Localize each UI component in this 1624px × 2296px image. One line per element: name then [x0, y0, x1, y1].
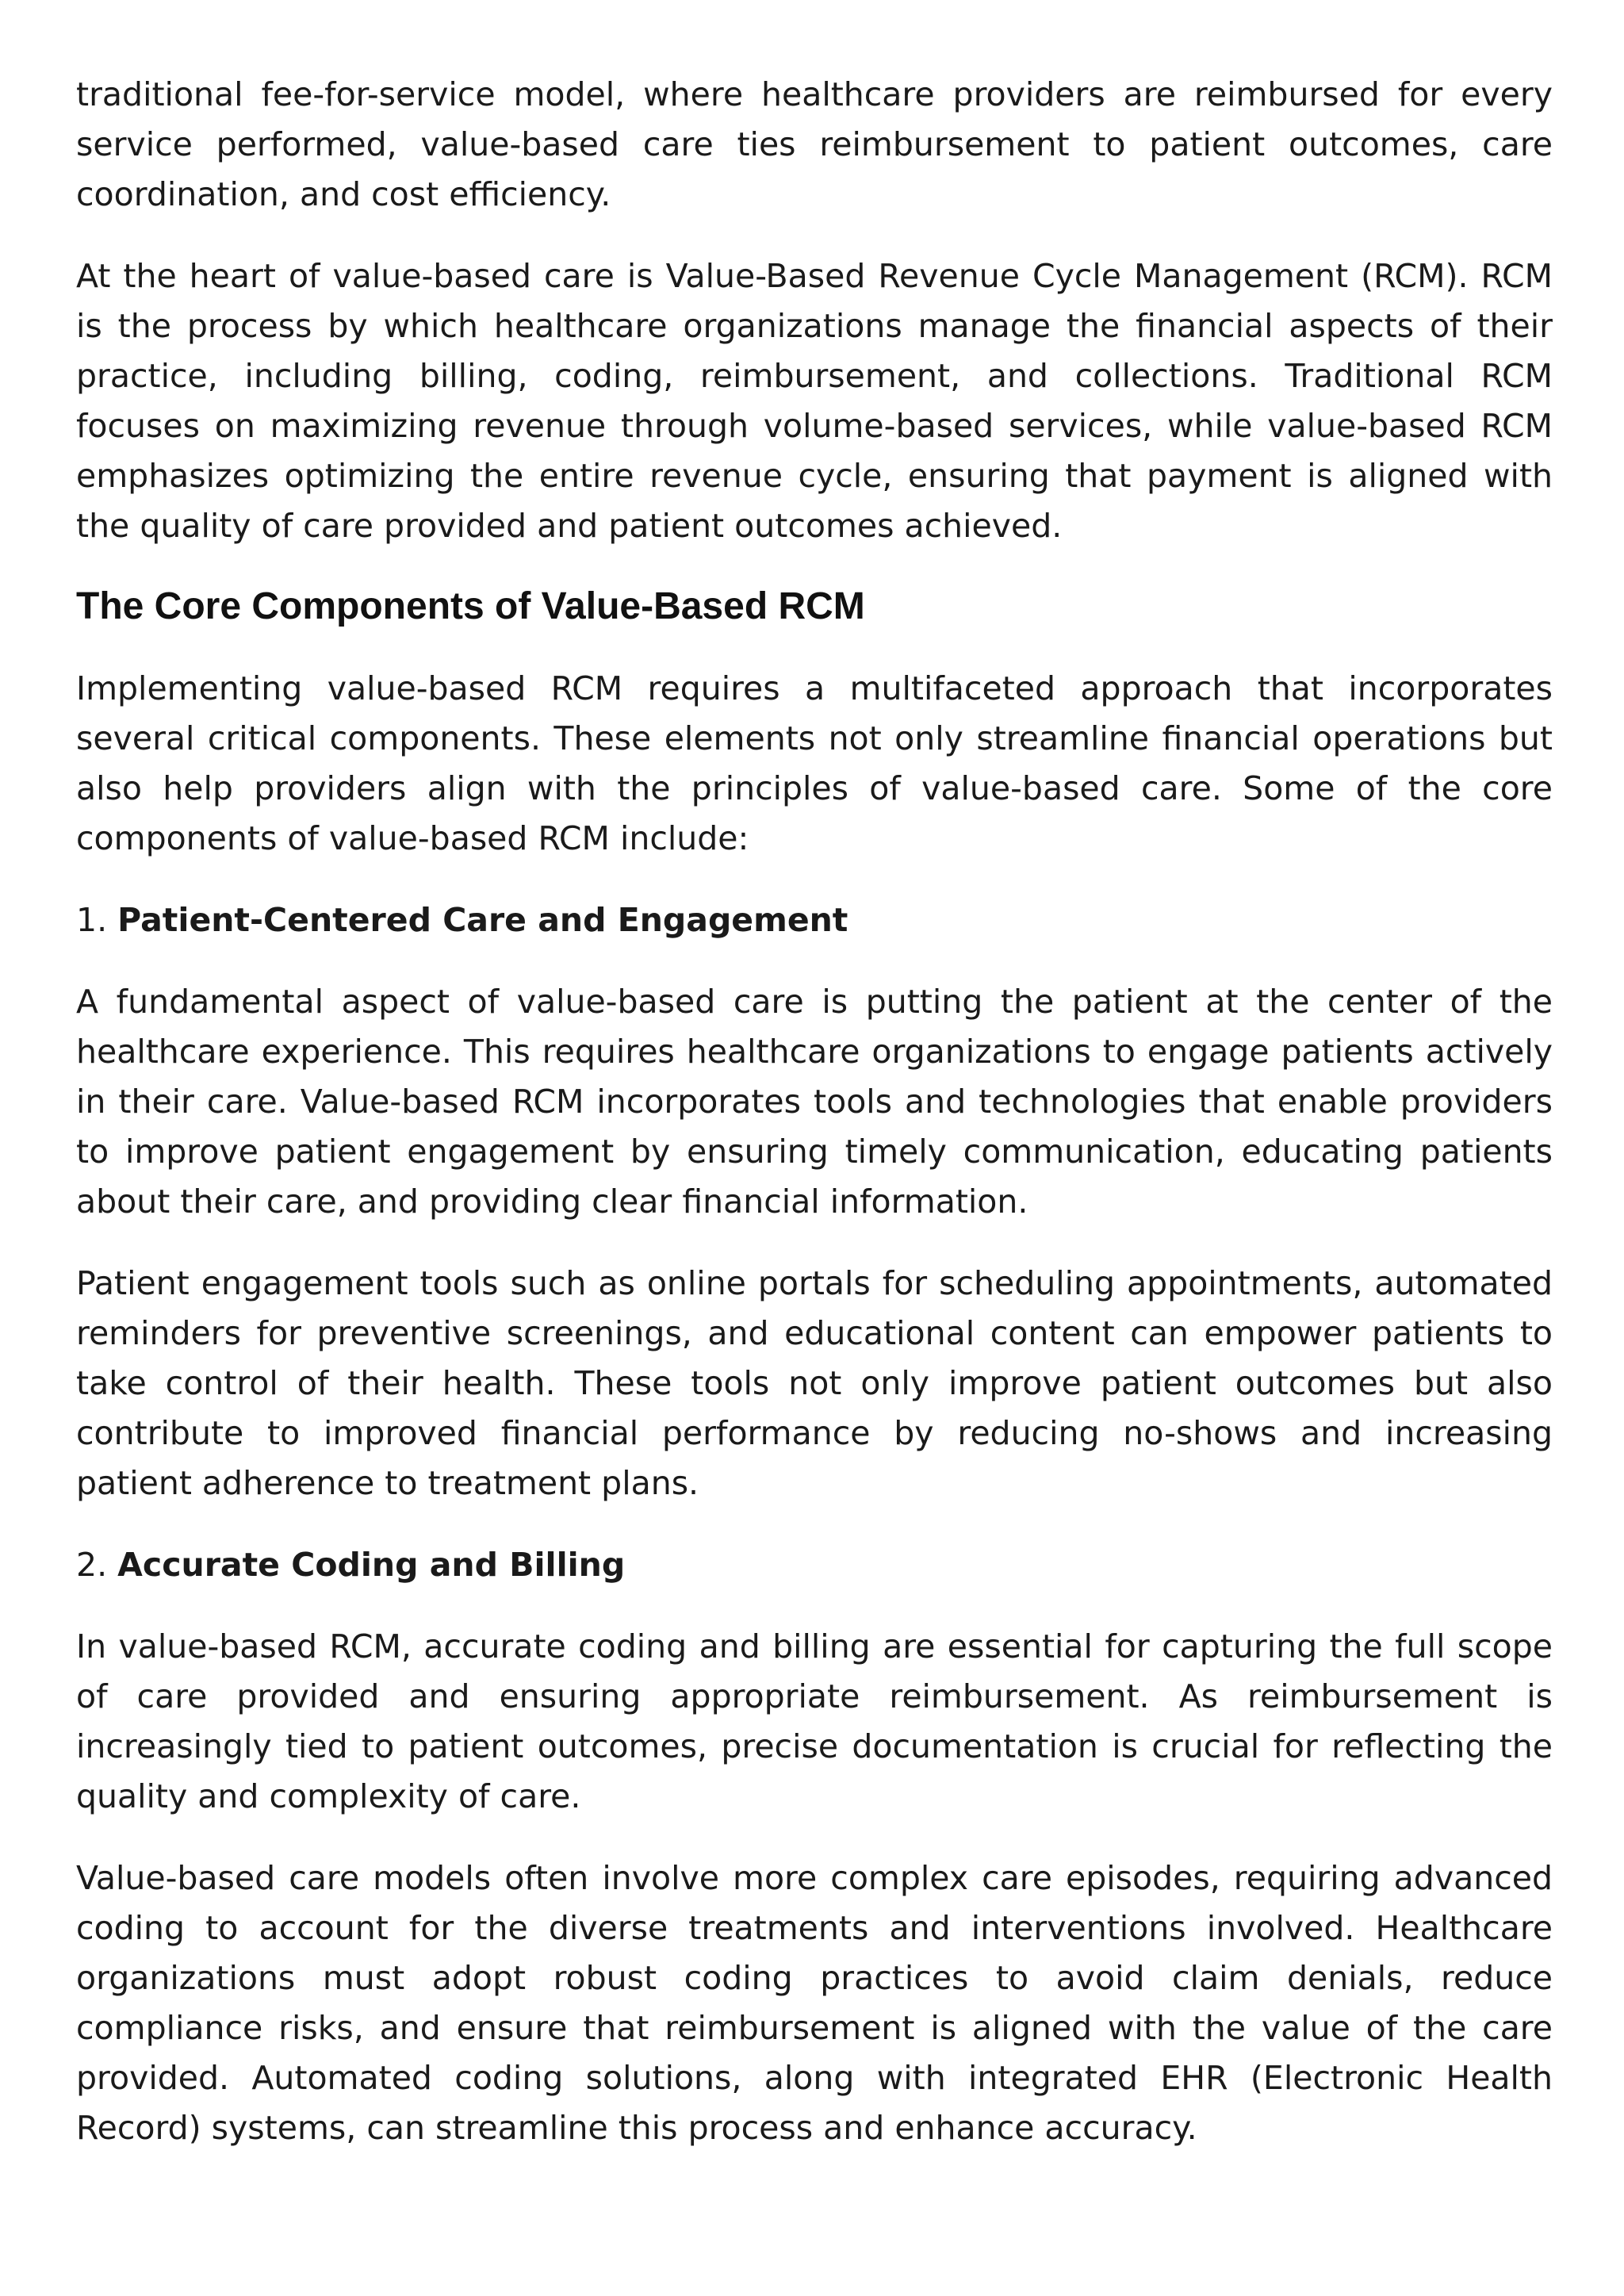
component-1-title — [76, 895, 1553, 945]
component-1-paragraph-1: A fundamental aspect of value-based care is putting the patient at the center of the healthcare experience. This requires healthcare organizations to engage patients actively in their care. Value-based RCM incorporates tools and technologies that enable providers to improve patient engagement by ensuring timely communication, educating patients about their care, and providing clear financial information. — [76, 983, 1553, 1221]
component-2-title-text: Accurate Coding and Billing — [117, 1546, 626, 1584]
component-2-number: 2. — [76, 1546, 108, 1584]
document-page — [76, 70, 1553, 2185]
component-2-paragraph-1: In value-based RCM, accurate coding and billing are essential for capturing the full scope of care provided and ensuring appropriate reimbursement. As reimbursement is increasingly tied to patient outcomes, precise documentation is crucial for reflecting the quality and complexity of care. — [76, 1627, 1553, 1815]
section-intro-paragraph: Implementing value-based RCM requires a multifaceted approach that incorporates several critical components. These elements not only streamline financial operations but also help providers align with the principles of value-based care. Some of the core components of value-based RCM include: — [76, 669, 1553, 857]
component-1-title-text: Patient-Centered Care and Engagement — [117, 901, 848, 939]
component-2-paragraph-2: Value-based care models often involve more complex care episodes, requiring advanced coding to account for the diverse treatments and interventions involved. Healthcare organizations must adopt robust coding practices to avoid claim denials, reduce compliance risks, and ensure that reimbursement is aligned with the value of the care provided. Automated coding solutions, along with integrated EHR (Electronic Health Record) systems, can streamline this process and enhance accuracy. — [76, 1859, 1553, 2147]
component-1-number: 1. — [76, 901, 108, 939]
intro-paragraph-2: At the heart of value-based care is Value-Based Revenue Cycle Management (RCM). RCM is the process by which healthcare organizations manage the financial aspects of their practice, including billing, coding, reimbursement, and collections. Traditional RCM focuses on maximizing revenue through volume-based services, while value-based RCM emphasizes optimizing the entire revenue cycle, ensuring that payment is aligned with the quality of care provided and patient outcomes achieved. — [76, 257, 1553, 545]
component-2-title — [76, 1540, 1553, 1590]
intro-paragraph-1: traditional fee-for-service model, where healthcare providers are reimbursed for every service performed, value-based care ties reimbursement to patient outcomes, care coordination, and cost efficiency. — [76, 75, 1553, 213]
component-1-paragraph-2: Patient engagement tools such as online portals for scheduling appointments, automated reminders for preventive screenings, and educational content can empower patients to take control of their health. These tools not only improve patient outcomes but also contribute to improved financial performance by reducing no-shows and increasing patient adherence to treatment plans. — [76, 1264, 1553, 1502]
section-heading: The Core Components of Value-Based RCM — [76, 585, 865, 627]
